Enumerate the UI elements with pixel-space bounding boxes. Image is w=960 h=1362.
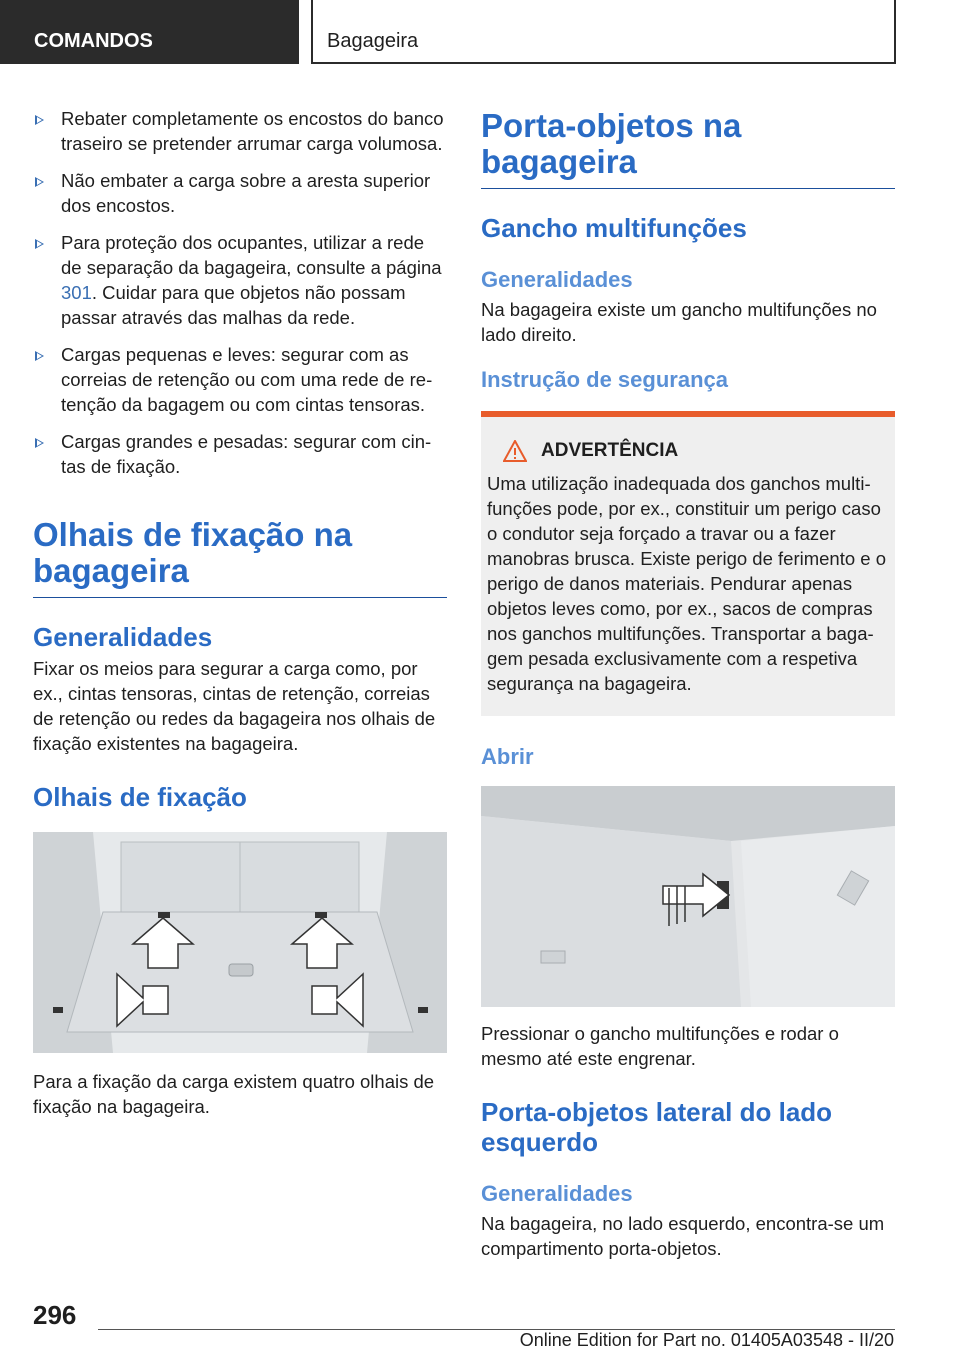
minor-heading: Generalidades (481, 1181, 633, 1206)
subsection-heading: Gancho multifunções (481, 213, 747, 243)
minor-heading: Instrução de segurança (481, 367, 728, 392)
trunk-photo (33, 832, 447, 1053)
list-item: Cargas grandes e pesadas: segurar com cintas de fixação. (33, 429, 447, 479)
section-heading: Porta-objetos na bagageira (481, 108, 895, 189)
body-text: Na bagageira existe um gancho multifunções no lado direito. (481, 299, 877, 345)
warning-triangle-icon (503, 440, 527, 462)
page-number: 296 (33, 1300, 77, 1330)
warning-text: Uma utilização inadequada dos ganchos multifunções pode, por ex., constituir um perigo caso o condutor seja forçado a travar ou a fazer manobras brusca. Existe perigo de ferimento e o perigo de danos materiais. Pendurar apenas objetos leves como, por ex., sacos de compras nos ganchos multifunções. Transportar a bagagem pesada exclusivamente com a respetiva segurança na bagageira. (487, 473, 886, 694)
footer-edition: Online Edition for Part no. 01405A03548 - II/20 (519, 1330, 894, 1350)
triangle-bullet-icon (35, 438, 44, 448)
section-tab: COMANDOS (0, 0, 299, 64)
triangle-bullet-icon (35, 177, 44, 187)
warning-header (487, 439, 887, 463)
minor-heading: Generalidades (481, 267, 633, 292)
right-column (481, 96, 895, 1261)
triangle-bullet-icon (35, 239, 44, 249)
body-text: Pressionar o gancho multifunções e rodar o mesmo até este engrenar. (481, 1023, 839, 1069)
subsection-heading: Porta-objetos lateral do lado esquerdo (481, 1097, 833, 1157)
triangle-bullet-icon (35, 115, 44, 125)
bullet-list (33, 106, 447, 479)
warning-box (481, 411, 895, 716)
figure-caption: Para a fixação da carga existem quatro olhais de fixação na bagageira. (33, 1071, 435, 1117)
trunk-lashing-eyes-illustration (33, 832, 447, 1053)
warning-label: ADVERTÊNCIA (541, 440, 679, 461)
section-heading: Olhais de fixação na bagageira (33, 517, 447, 598)
list-item: Rebater completamente os encostos do banco traseiro se pretender arrumar carga volumosa. (33, 106, 447, 156)
list-item: Para proteção dos ocupantes, utilizar a rede de separação da bagageira, consulte a página 301. Cuidar para que objetos não possam passar através das malhas da rede. (33, 230, 447, 330)
left-column (33, 96, 447, 1119)
subsection-heading: Generalidades (33, 622, 213, 652)
topic-tab: Bagageira (311, 0, 896, 64)
minor-heading: Abrir (481, 744, 534, 769)
multifunction-hook-illustration (481, 786, 895, 1007)
list-item: Não embater a carga sobre a aresta superior dos encostos. (33, 168, 447, 218)
body-text: Fixar os meios para segurar a carga como, por ex., cintas tensoras, cintas de retenção, correias de retenção ou redes da bagageira nos olhais de fixação existentes na bagageira. (33, 658, 436, 754)
list-item: Cargas pequenas e leves: segurar com as correias de retenção ou com uma rede de retenção da bagagem ou com cintas tensoras. (33, 342, 447, 417)
triangle-bullet-icon (35, 351, 44, 361)
subsection-heading: Olhais de fixação (33, 782, 247, 812)
hook-photo (481, 786, 895, 1007)
page-link[interactable]: 301 (61, 282, 92, 303)
body-text: Na bagageira, no lado esquerdo, encontra-se um compartimento porta-objetos. (481, 1213, 885, 1259)
